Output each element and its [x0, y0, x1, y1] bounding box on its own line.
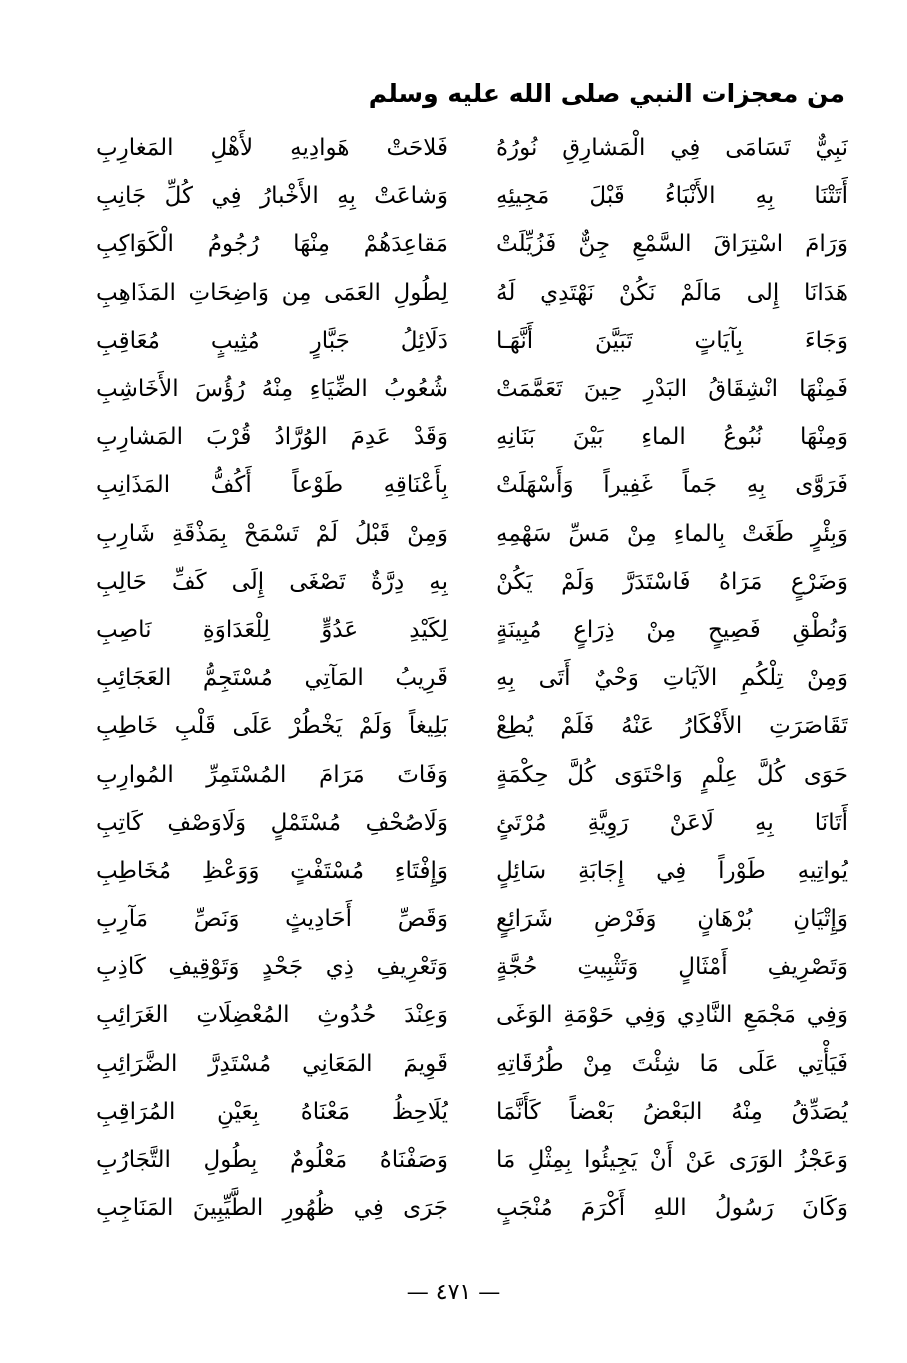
- verse-line: [96, 750, 848, 798]
- first-hemistich: نَبِيٌّ تَسَامَى فِي الْمَشارِقِ نُورُهُ: [496, 135, 848, 162]
- second-hemistich: شُعُوبُ الضِّيَاءِ مِنْهُ رُؤُسَ الأَخَاشِبِ: [96, 376, 448, 403]
- first-hemistich: وَنُطْقِ فَصِيحٍ مِنْ ذِرَاعٍ مُبِينَةٍ: [496, 616, 848, 643]
- second-hemistich: وَشاعَتْ بِهِ الأَخْبارُ فِي كُلِّ جَانِبِ: [96, 183, 448, 210]
- second-hemistich: بِهِ دِرَّةٌ تَصْغَى إِلَى كَفِّ حَالِبِ: [96, 568, 448, 595]
- second-hemistich: وَإِفْتَاءِ مُسْتَفْتٍ وَوَعْظِ مُخَاطِبِ: [96, 857, 448, 884]
- first-hemistich: وَفِي مَجْمَعِ النَّادِي وَفِي حَوْمَةِ الوَغَى: [496, 1002, 848, 1029]
- first-hemistich: أَتَانَا بِهِ لَاعَنْ رَوِيَّةِ مُرْتَئٍ: [496, 809, 848, 836]
- second-hemistich: وَصَفْنَاهُ مَعْلُومٌ بِطُولِ التَّجَارُبِ: [96, 1147, 448, 1174]
- second-hemistich: وَقَدْ عَدِمَ الوُرَّادُ قُرْبَ المَشارِبِ: [96, 424, 448, 451]
- second-hemistich: بِأَعْنَاقِهِ طَوْعاً أَكُفُّ المَذَانِبِ: [96, 472, 448, 499]
- first-hemistich: وَمِنْ تِلْكُمِ الآيَاتِ وَحْيٌ أَتَى بِهِ: [496, 665, 848, 692]
- second-hemistich: بَلِيغاً وَلَمْ يَخْطُرْ عَلَى قَلْبِ خَاطِبِ: [96, 713, 448, 740]
- first-hemistich: وَتَصْرِيفِ أَمْثَالٍ وَتَثْبِيتِ حُجَّةٍ: [496, 954, 848, 981]
- second-hemistich: يُلَاحِظُ مَعْنَاهُ بِعَيْنِ المُرَاقِبِ: [96, 1098, 448, 1125]
- second-hemistich: وَتَعْرِيفِ ذِي جَحْدٍ وَتَوْقِيفِ كَاذِبِ: [96, 954, 448, 981]
- second-hemistich: لِطُولِ العَمَى مِن وَاضِحَاتِ المَذَاهِبِ: [96, 279, 448, 306]
- second-hemistich: جَرَى فِي ظُهُورِ الطَّيِّبِينَ المَنَاجِبِ: [96, 1195, 448, 1222]
- first-hemistich: وَجَاءَ بِآيَاتٍ تَبَيَّنَ أَنَّهَـا: [496, 327, 848, 354]
- verse-line: [96, 220, 848, 268]
- first-hemistich: هَدَانَا إِلى مَالَمْ نَكُنْ نَهْتَدِي لَهُ: [496, 279, 848, 306]
- verse-line: [96, 317, 848, 365]
- verse-line: [96, 702, 848, 750]
- first-hemistich: وَرَامَ اسْتِرَاقَ السَّمْعِ جِنٌّ فَزُيِّلَتْ: [496, 231, 848, 258]
- second-hemistich: وَقَصِّ أَحَادِيثٍ وَنَصِّ مَآرِبِ: [96, 906, 448, 933]
- verse-line: [96, 413, 848, 461]
- first-hemistich: أَتَتْنَا بِهِ الأَنْبَاءُ قَبْلَ مَجِيئِهِ: [496, 183, 848, 210]
- verse-line: [96, 1088, 848, 1136]
- second-hemistich: دَلَائِلُ جَبَّارٍ مُثِيبٍ مُعَاقِبِ: [96, 327, 448, 354]
- first-hemistich: حَوَى كُلَّ عِلْمٍ وَاحْتَوَى كُلَّ حِكْمَةٍ: [496, 761, 848, 788]
- verse-line: [96, 1040, 848, 1088]
- second-hemistich: وَفَاتَ مَرَامَ المُسْتَمِرِّ المُوارِبِ: [96, 761, 448, 788]
- first-hemistich: وَكَانَ رَسُولُ اللهِ أَكْرَمَ مُنْجَبٍ: [496, 1195, 848, 1222]
- second-hemistich: وَعِنْدَ حُدُوثِ المُعْضِلَاتِ الغَرَائِبِ: [96, 1002, 448, 1029]
- verse-line: [96, 606, 848, 654]
- first-hemistich: فَيَأْتِي عَلَى مَا شِئْتَ مِنْ طُرُقَاتِهِ: [496, 1050, 848, 1077]
- verse-line: [96, 991, 848, 1039]
- verse-line: [96, 269, 848, 317]
- second-hemistich: قَرِيبُ المَآتِي مُسْتَجِمُّ العَجَائِبِ: [96, 665, 448, 692]
- verse-line: [96, 124, 848, 172]
- first-hemistich: وَعَجْزُ الوَرَى عَنْ أَنْ يَجِيئُوا بِمِثْلِ مَا: [496, 1147, 848, 1174]
- first-hemistich: وَضَرْعٍ مَرَاهُ فَاسْتَدَرَّ وَلَمْ يَكُنْ: [496, 568, 848, 595]
- poem-body: [96, 124, 848, 1282]
- page-number: — ٤٧١ —: [406, 1280, 501, 1305]
- verse-line: [96, 1184, 848, 1232]
- first-hemistich: وَبِئْرٍ طَغَتْ بِالماءِ مِنْ مَسِّ سَهْمِهِ: [496, 520, 848, 547]
- verse-line: [96, 365, 848, 413]
- first-hemistich: تَقَاصَرَتِ الأَفْكَارُ عَنْهُ فَلَمْ يُطِعْ: [496, 713, 848, 740]
- verse-line: [96, 799, 848, 847]
- verse-line: [96, 461, 848, 509]
- second-hemistich: قَوِيمَ المَعَانِي مُسْتَدِرَّ الضَّرَائِبِ: [96, 1050, 448, 1077]
- first-hemistich: فَرَوَّى بِهِ جَماً غَفِيراً وَأَسْهَلَتْ: [496, 472, 848, 499]
- first-hemistich: وَمِنْهَا نُبُوعُ الماءِ بَيْنَ بَنَانِهِ: [496, 424, 848, 451]
- first-hemistich: فَمِنْهَا انْشِقَاقُ البَدْرِ حِينَ تَعَمَّمَتْ: [496, 376, 848, 403]
- verse-line: [96, 943, 848, 991]
- second-hemistich: لِكَيْدِ عَدُوٍّ لِلْعَدَاوَةِ نَاصِبِ: [96, 616, 448, 643]
- verse-line: [96, 172, 848, 220]
- second-hemistich: وَمِنْ قَبْلُ لَمْ تَسْمَحْ بِمَذْقَةِ شَارِبِ: [96, 520, 448, 547]
- second-hemistich: مَقاعِدَهُمْ مِنْهَا رُجُومُ الْكَوَاكِبِ: [96, 231, 448, 258]
- verse-line: [96, 1136, 848, 1184]
- verse-line: [96, 510, 848, 558]
- first-hemistich: يُواتِيهِ طَوْراً فِي إِجَابَةِ سَائِلٍ: [496, 857, 848, 884]
- first-hemistich: يُصَدِّقُ مِنْهُ البَعْضُ بَعْضاً كَأَنَّمَا: [496, 1098, 848, 1125]
- verse-line: [96, 847, 848, 895]
- first-hemistich: وَإِتْيَانِ بُرْهَانٍ وَفَرْضِ شَرَائِعٍ: [496, 906, 848, 933]
- verse-line: [96, 654, 848, 702]
- poem-title: من معجزات النبي صلى الله عليه وسلم: [368, 79, 845, 108]
- verse-line: [96, 558, 848, 606]
- second-hemistich: فَلاحَتْ هَوادِيهِ لأَهْلِ المَغارِبِ: [96, 135, 448, 162]
- verse-line: [96, 895, 848, 943]
- second-hemistich: وَلَاصُحْفِ مُسْتَمْلٍ وَلَاوَصْفِ كَاتِبِ: [96, 809, 448, 836]
